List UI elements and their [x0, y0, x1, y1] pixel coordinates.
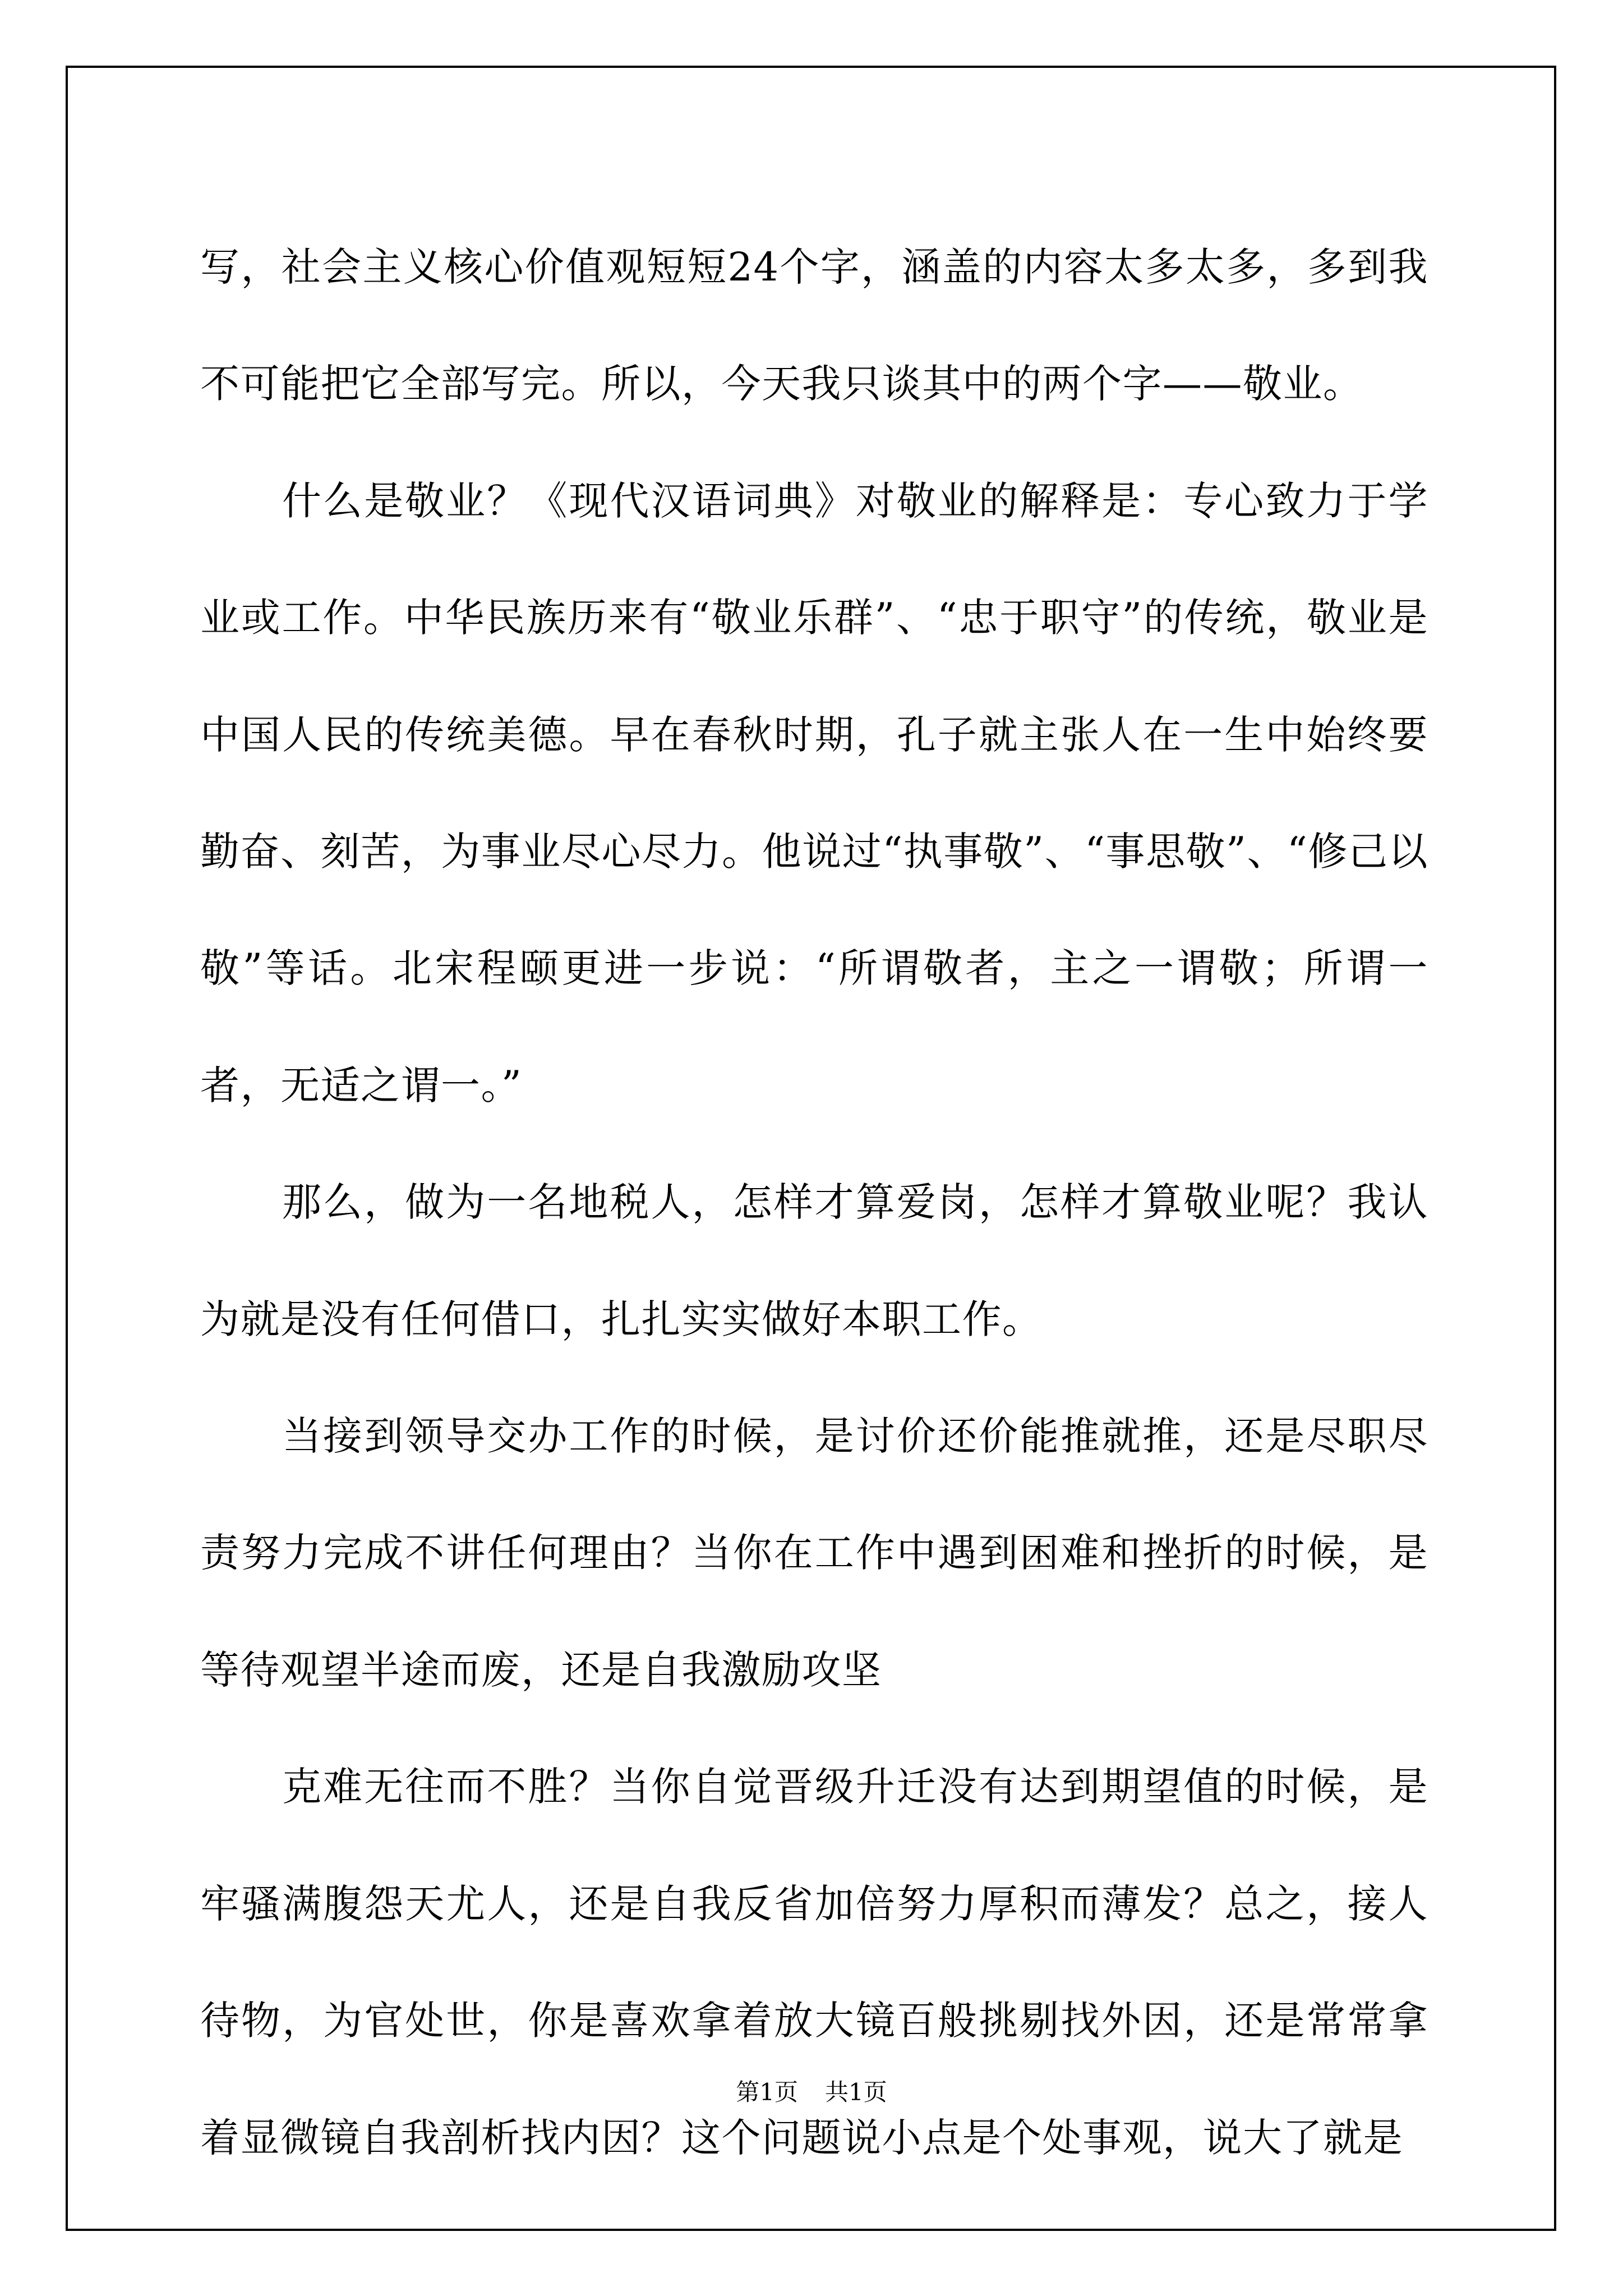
- paragraph-1: 写，社会主义核心价值观短短24个字，涵盖的内容太多太多，多到我不可能把它全部写完。所以，今天我只谈其中的两个字——敬业。: [200, 244, 1428, 407]
- paragraph-4: 当接到领导交办工作的时候，是讨价还价能推就推，还是尽职尽责努力完成不讲任何理由？当你在工作中遇到困难和挫折的时候，是等待观望半途而废，还是自我激励攻坚: [200, 1413, 1428, 1693]
- page-footer: [0, 2076, 1623, 2109]
- page-number-total: 共1页: [825, 2078, 887, 2106]
- document-body: [200, 209, 1428, 2196]
- page-number-current: 第1页: [736, 2078, 798, 2106]
- paragraph-5: 克难无往而不胜？当你自觉晋级升迁没有达到期望值的时候，是牢骚满腹怨天尤人，还是自我反省加倍努力厚积而薄发？总之，接人待物，为官处世，你是喜欢拿着放大镜百般挑剔找外因，还是常常拿着显微镜自我剖析找内因？这个问题说小点是个处事观，说大了就是: [200, 1764, 1428, 2161]
- paragraph-3: 那么，做为一名地税人，怎样才算爱岗，怎样才算敬业呢？我认为就是没有任何借口，扎扎实实做好本职工作。: [200, 1179, 1428, 1342]
- paragraph-2: 什么是敬业？《现代汉语词典》对敬业的解释是：专心致力于学业或工作。中华民族历来有“敬业乐群”、“忠于职守”的传统，敬业是中国人民的传统美德。早在春秋时期，孔子就主张人在一生中始终要勤奋、刻苦，为事业尽心尽力。他说过“执事敬”、“事思敬”、“修己以敬”等话。北宋程颐更进一步说：“所谓敬者，主之一谓敬；所谓一者，无适之谓一。”: [200, 477, 1428, 1108]
